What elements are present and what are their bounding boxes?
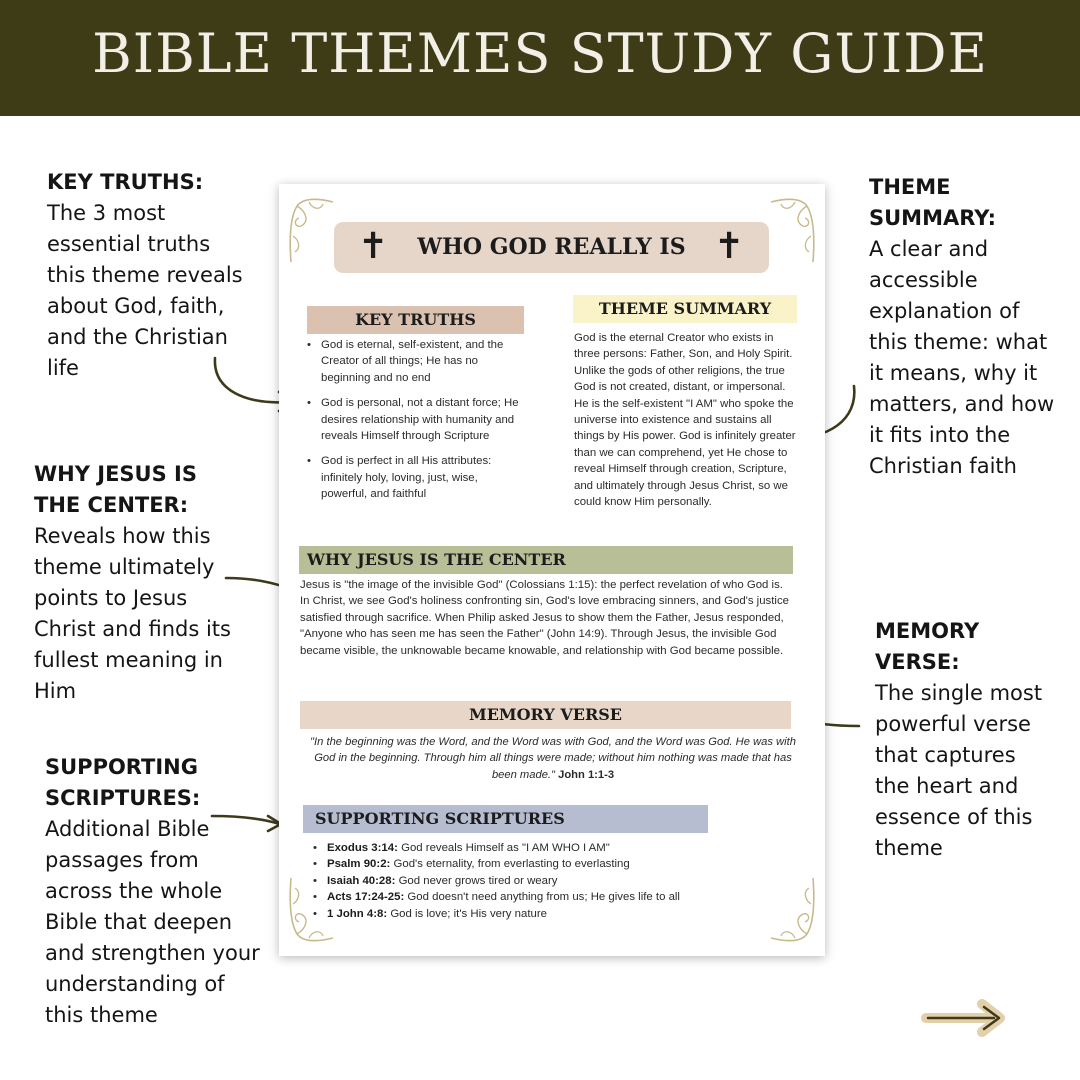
scripture-text: God's eternality, from everlasting to everlasting [393,858,630,871]
annotation-description: The 3 most essential truths this theme reveals about God, faith, and the Christian life [47,201,243,380]
list-item [313,840,773,856]
annotation-heading: WHY JESUS IS THE CENTER: [34,462,197,517]
doc-title: WHO GOD REALLY IS [417,234,686,260]
cross-icon: ✝ [714,226,745,267]
annotation-heading: MEMORY VERSE: [875,619,980,674]
memory-verse-reference: John 1:1-3 [558,768,615,781]
scripture-reference: Acts 17:24-25: [327,891,405,904]
arrow-right-icon[interactable] [922,998,1006,1038]
theme-summary-text: God is the eternal Creator who exists in three persons: Father, Son, and Holy Spirit. Unlike the gods of other religions, the true God is not created, distant, or impersonal. He is the self-existent "I AM" who spoke the universe into existence and sustains all things by His power. God is infinitely greater than we can comprehend, yet He chose to reveal Himself through creation, Scripture, and ultimately through Jesus Christ, so we could know Him personally. [574,332,796,509]
scripture-text: God is love; it's His very nature [390,907,547,920]
annotation-description: Reveals how this theme ultimately points to Jesus Christ and finds its fullest meaning in Him [34,524,231,703]
scripture-reference: Isaiah 40:28: [327,874,396,887]
theme-summary-heading: THEME SUMMARY [573,295,797,323]
scripture-reference: Psalm 90:2: [327,858,391,871]
list-item: • God is personal, not a distant force; He desires relationship with humanity and reveals Himself through Scripture [307,395,527,444]
flourish-corner-icon [767,874,817,944]
why-jesus-text: Jesus is "the image of the invisible God" (Colossians 1:15): the perfect revelation of who God is. In Christ, we see God's holiness confronting sin, God's love embracing sinners, and God's justice satisfied through sacrifice. When Philip asked Jesus to show them the Father, Jesus responded, "Anyone who has seen me has seen the Father" (John 14:9). Through Jesus, the invisible God became visible, the unknowable became knowable, and relationship with God became possible. [300,579,789,657]
scripture-reference: Exodus 3:14: [327,842,398,854]
cross-icon: ✝ [358,226,389,267]
annotation-memory-verse [875,616,1055,864]
curved-arrow-icon [208,808,288,838]
annotation-description: The single most powerful verse that captures the heart and essence of this theme [875,681,1043,860]
scripture-reference: 1 John 4:8: [327,907,388,920]
annotation-heading: SUPPORTING SCRIPTURES: [45,755,201,810]
annotation-why-jesus [34,459,249,707]
study-guide-page [279,184,825,956]
scripture-text: God doesn't need anything from us; He gives life to all [407,891,680,904]
list-item [313,873,773,889]
memory-verse-text [303,734,803,783]
annotation-supporting-scriptures [45,752,267,1031]
list-item: • God is eternal, self-existent, and the Creator of all things; He has no beginning and no end [307,337,527,386]
scripture-text: God never grows tired or weary [398,874,558,887]
annotation-description: Additional Bible passages from across the whole Bible that deepen and strengthen your understanding of this theme [45,817,260,1027]
scripture-text: God reveals Himself as "I AM WHO I AM" [401,842,610,854]
list-item [313,889,773,905]
why-jesus-heading: WHY JESUS IS THE CENTER [299,546,793,574]
list-item [313,856,773,872]
flourish-corner-icon [287,196,337,266]
annotation-description: A clear and accessible explanation of this theme: what it means, why it matters, and how it fits into the Christian faith [869,237,1055,478]
flourish-corner-icon [767,196,817,266]
annotation-theme-summary [869,172,1064,482]
list-item [313,906,773,922]
annotation-heading: KEY TRUTHS: [47,170,204,194]
memory-verse-heading: MEMORY VERSE [300,701,791,729]
key-truths-heading: KEY TRUTHS [307,306,524,334]
header-banner [0,0,1080,116]
doc-title-box [334,222,769,273]
list-item: • God is perfect in all His attributes: infinitely holy, loving, just, wise, powerful, and faithful [307,453,527,502]
supporting-scriptures-heading: SUPPORTING SCRIPTURES [303,805,708,833]
page-title: BIBLE THEMES STUDY GUIDE [92,22,988,85]
memory-verse-quote: "In the beginning was the Word, and the Word was with God, and the Word was God. He was with God in the beginning. Through him all things were made; without him nothing was made that has been made." [310,736,796,781]
key-truths-list [307,337,527,503]
annotation-heading: THEME SUMMARY: [869,175,997,230]
supporting-scriptures-list [313,840,773,922]
